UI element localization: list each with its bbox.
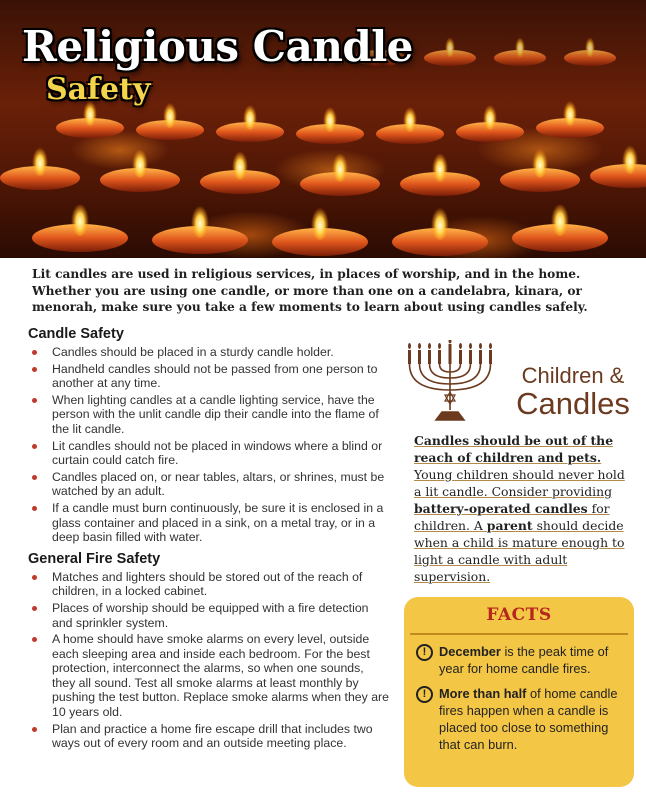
list-item: Lit candles should not be placed in windows where a blind or curtain could catch fire. [28, 439, 390, 468]
menorah-icon [402, 340, 498, 426]
facts-box [404, 597, 634, 787]
page-subtitle: Safety [46, 72, 151, 107]
list-item: Matches and lighters should be stored out of the reach of children, in a locked cabinet. [28, 570, 390, 599]
fact-item: ! December is the peak time of year for home candle fires. [414, 643, 624, 677]
fact-item: ! More than half of home candle fires happen when a candle is placed too close to something that can burn. [414, 685, 624, 753]
children-title-line2: Candles [516, 386, 630, 421]
candle-safety-list [28, 345, 390, 545]
facts-title: FACTS [486, 605, 552, 625]
list-item: When lighting candles at a candle lighting service, have the person with the unlit candle dip their candle into the flame of the lit candle. [28, 393, 390, 437]
list-item: A home should have smoke alarms on every level, outside each sleeping area and inside each bedroom. For the best protection, interconnect the alarms, so when one sounds, they all sound. Test all smoke alarms at least monthly by pushing the test button. Replace smoke alarms when they are 10 years old. [28, 632, 390, 720]
battery-candles-text: battery-operated candles [414, 501, 588, 516]
left-column [28, 326, 390, 753]
list-item: Candles should be placed in a sturdy candle holder. [28, 345, 390, 360]
list-item: Places of worship should be equipped with a fire detection and sprinkler system. [28, 601, 390, 630]
children-bold-lead: Candles should be out of the reach of children and pets. [414, 433, 614, 465]
children-candles-title [498, 364, 646, 420]
hero-image [0, 0, 646, 258]
list-item: Handheld candles should not be passed from one person to another at any time. [28, 362, 390, 391]
intro-paragraph: Lit candles are used in religious services, in places of worship, and in the home. Whether you are using one candle, or more than one on a candelabra, kinara, or menorah, make sure you take a few moments to learn about using candles safely. [32, 267, 588, 314]
children-candles-header [402, 340, 642, 426]
exclamation-icon: ! [416, 644, 433, 661]
general-fire-safety-list [28, 570, 390, 751]
exclamation-icon: ! [416, 686, 433, 703]
facts-divider [410, 633, 628, 635]
children-candles-text: Candles should be out of the reach of children and pets. Young children should never hold a lit candle. Consider providing battery-operated candles for children. A parent should decide when a child is mature enough to light a candle with adult supervision. [414, 433, 625, 584]
general-fire-safety-heading: General Fire Safety [28, 550, 161, 567]
list-item: If a candle must burn continuously, be sure it is enclosed in a glass container and placed in a sink, on a metal tray, or in a deep basin filled with water. [28, 501, 390, 545]
list-item: Plan and practice a home fire escape drill that includes two ways out of every room and an outside meeting place. [28, 722, 390, 751]
page-title: Religious Candle [22, 22, 413, 71]
candle-safety-heading: Candle Safety [28, 326, 124, 342]
list-item: Candles placed on, or near tables, altars, or shrines, must be watched by an adult. [28, 470, 390, 499]
children-title-line1: Children & [521, 363, 625, 388]
parent-text: parent [486, 518, 533, 533]
